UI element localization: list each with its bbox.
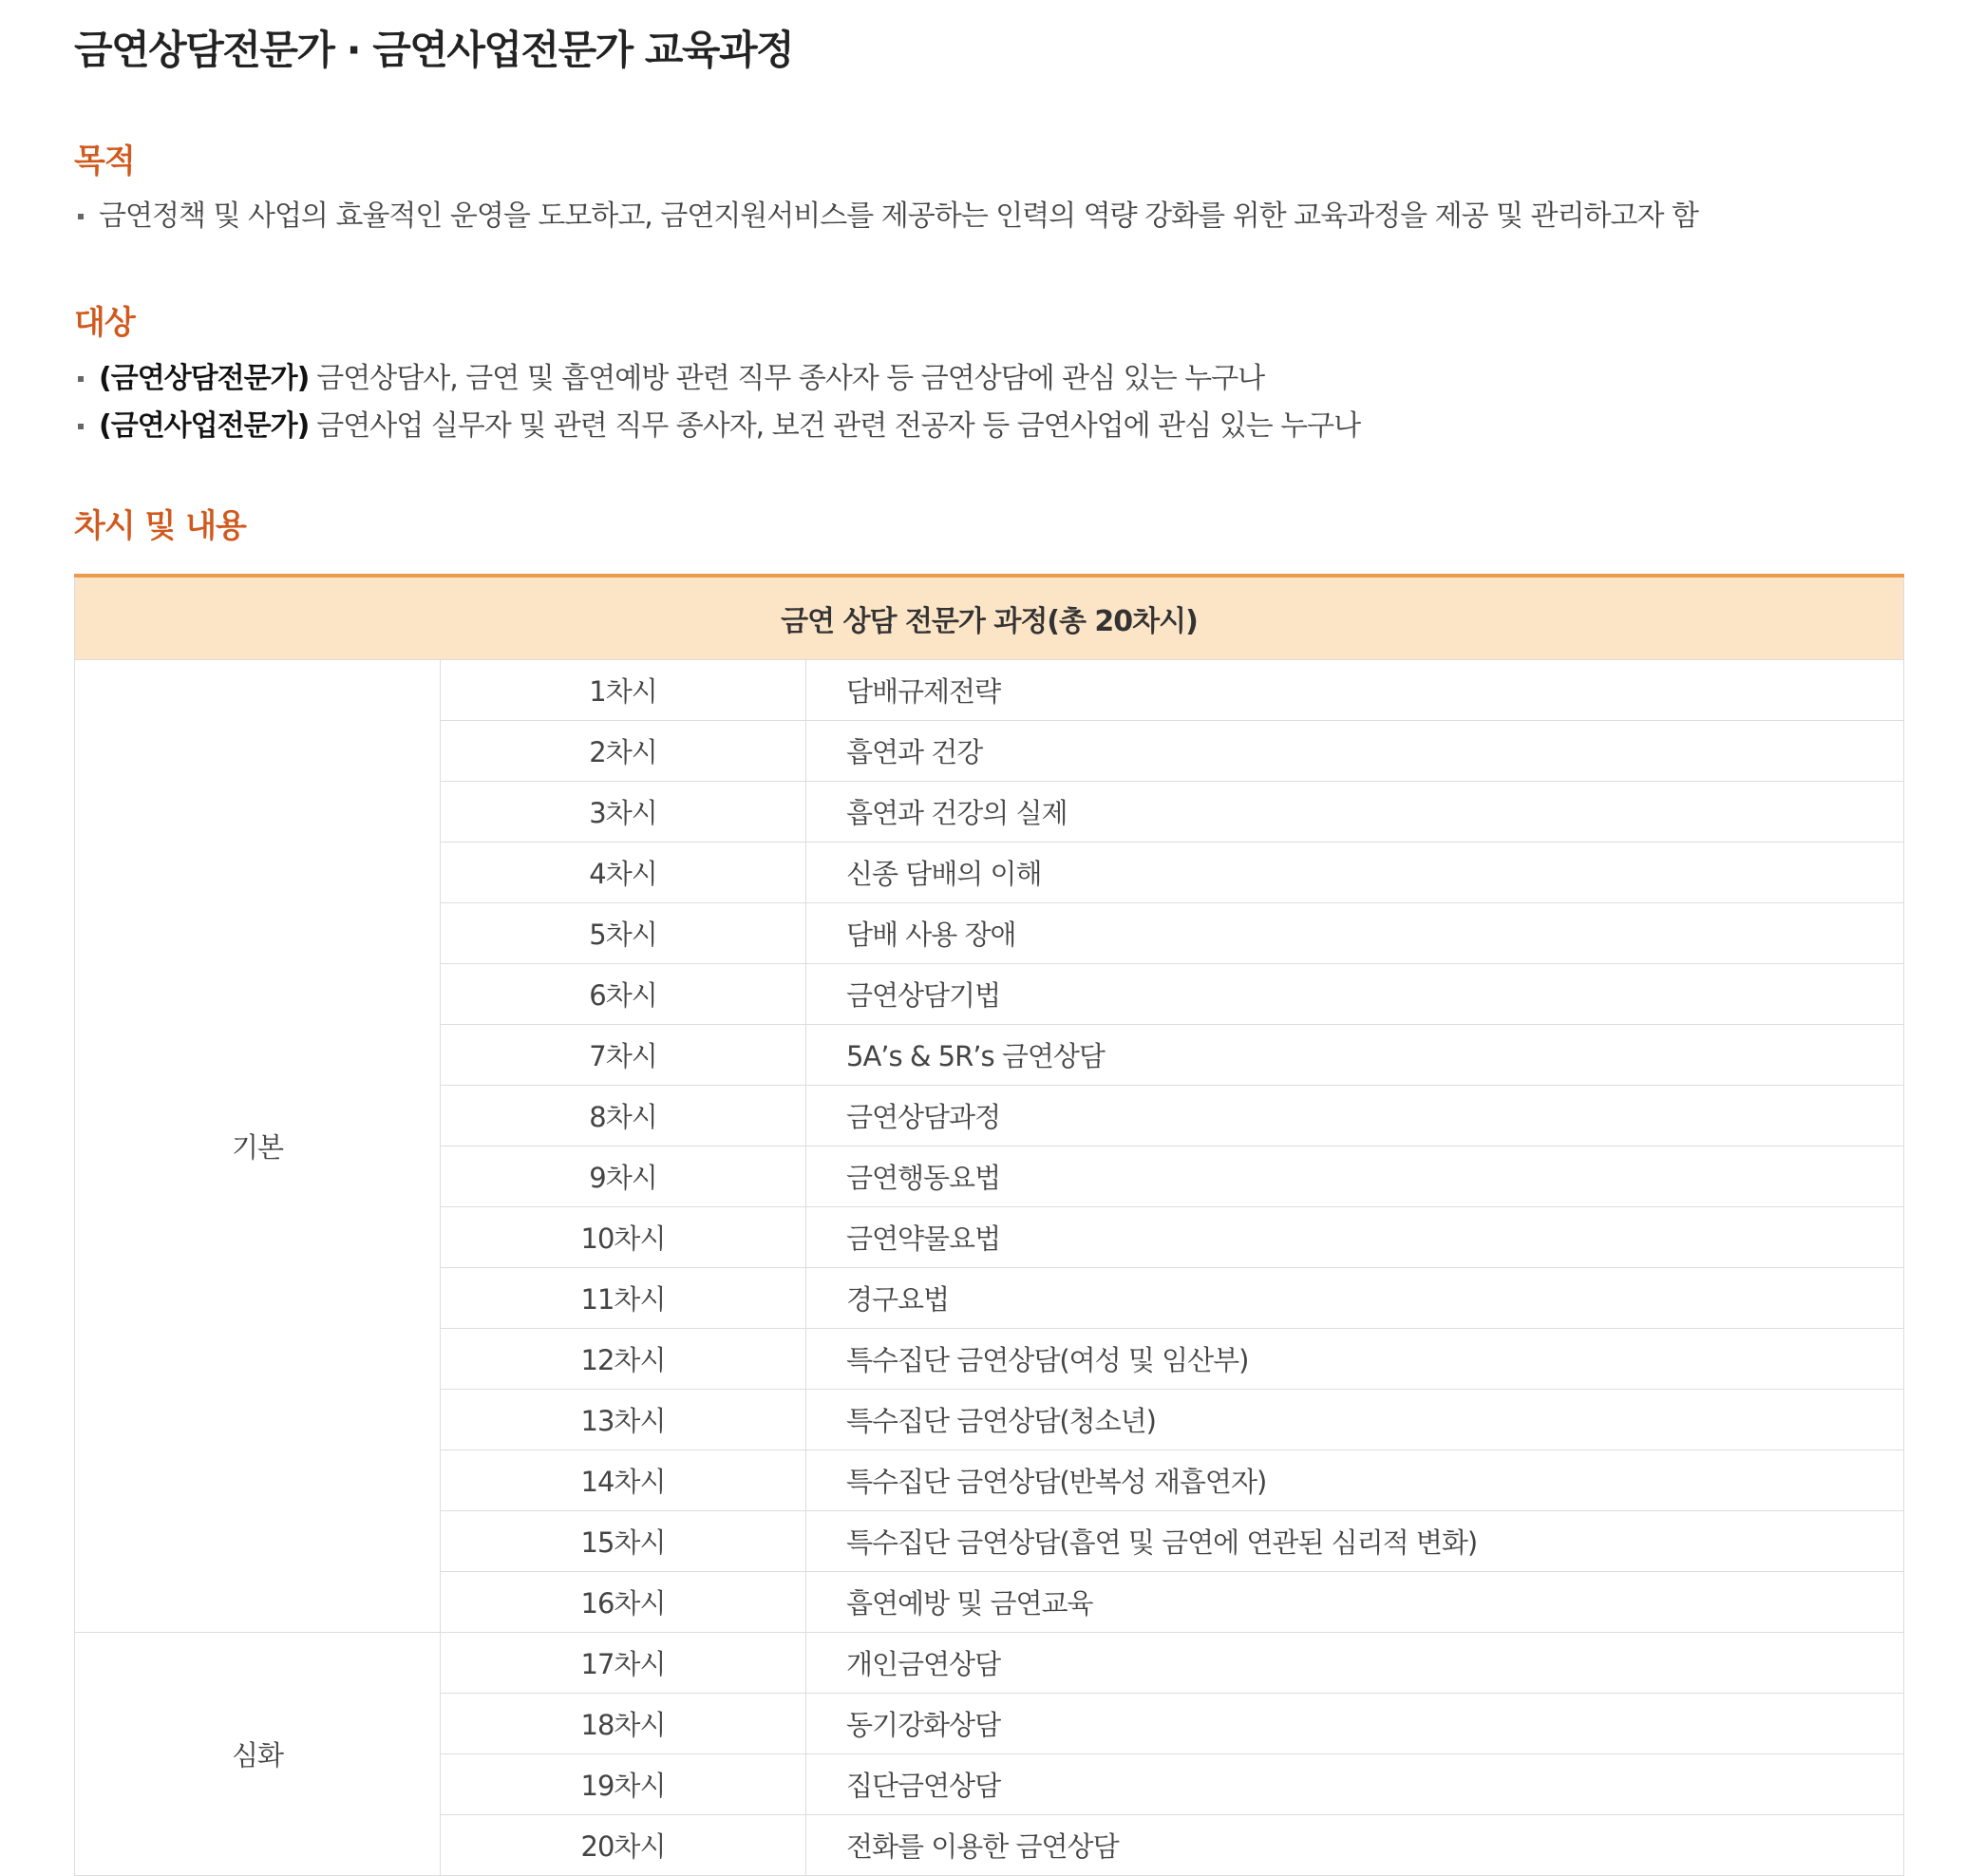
session-cell: 12차시 (441, 1329, 806, 1390)
purpose-heading: 목적 (74, 142, 135, 180)
topic-cell: 개인금연상담 (806, 1633, 1904, 1694)
session-cell: 9차시 (441, 1146, 806, 1207)
session-cell: 18차시 (441, 1694, 806, 1754)
list-item (74, 194, 1892, 239)
topic-cell: 특수집단 금연상담(청소년) (806, 1390, 1904, 1450)
session-cell: 8차시 (441, 1086, 806, 1146)
topic-cell: 동기강화상담 (806, 1694, 1904, 1754)
topic-cell: 신종 담배의 이해 (806, 843, 1904, 903)
session-cell: 2차시 (441, 721, 806, 782)
bullet-icon (78, 214, 84, 219)
topic-cell: 5A’s & 5R’s 금연상담 (806, 1025, 1904, 1086)
session-cell: 4차시 (441, 843, 806, 903)
session-cell: 7차시 (441, 1025, 806, 1086)
sessions-heading: 차시 및 내용 (74, 507, 246, 545)
session-cell: 13차시 (441, 1390, 806, 1450)
purpose-text: 금연정책 및 사업의 효율적인 운영을 도모하고, 금연지원서비스를 제공하는 인력의 역량 강화를 위한 교육과정을 제공 및 관리하고자 함 (99, 199, 1699, 233)
page-title: 금연상담전문가 · 금연사업전문가 교육과정 (74, 27, 794, 73)
purpose-list (74, 194, 1892, 239)
topic-cell: 담배 사용 장애 (806, 903, 1904, 964)
target-list (74, 355, 1892, 450)
session-cell: 14차시 (441, 1450, 806, 1511)
session-cell: 6차시 (441, 964, 806, 1025)
session-cell: 5차시 (441, 903, 806, 964)
session-cell: 1차시 (441, 660, 806, 721)
table-header-row (75, 576, 1904, 660)
target-text: 금연상담사, 금연 및 흡연예방 관련 직무 종사자 등 금연상담에 관심 있는 누구나 (316, 362, 1265, 395)
topic-cell: 흡연과 건강 (806, 721, 1904, 782)
session-cell: 20차시 (441, 1815, 806, 1876)
level-cell: 기본 (75, 660, 441, 1633)
topic-cell: 흡연예방 및 금연교육 (806, 1572, 1904, 1633)
table-row (75, 1633, 1904, 1694)
table-body (75, 660, 1904, 1876)
topic-cell: 특수집단 금연상담(여성 및 임산부) (806, 1329, 1904, 1390)
topic-cell: 금연상담과정 (806, 1086, 1904, 1146)
list-item (74, 355, 1892, 403)
session-cell: 15차시 (441, 1511, 806, 1572)
curriculum-table (74, 574, 1904, 1876)
target-label: (금연상담전문가) (99, 362, 310, 395)
topic-cell: 특수집단 금연상담(반복성 재흡연자) (806, 1450, 1904, 1511)
topic-cell: 금연행동요법 (806, 1146, 1904, 1207)
topic-cell: 전화를 이용한 금연상담 (806, 1815, 1904, 1876)
topic-cell: 담배규제전략 (806, 660, 1904, 721)
session-cell: 17차시 (441, 1633, 806, 1694)
session-cell: 3차시 (441, 782, 806, 843)
session-cell: 10차시 (441, 1207, 806, 1268)
topic-cell: 경구요법 (806, 1268, 1904, 1329)
target-label: (금연사업전문가) (99, 409, 310, 443)
session-cell: 19차시 (441, 1754, 806, 1815)
topic-cell: 금연약물요법 (806, 1207, 1904, 1268)
topic-cell: 흡연과 건강의 실제 (806, 782, 1904, 843)
topic-cell: 특수집단 금연상담(흡연 및 금연에 연관된 심리적 변화) (806, 1511, 1904, 1572)
table-row (75, 660, 1904, 721)
topic-cell: 집단금연상담 (806, 1754, 1904, 1815)
bullet-icon (78, 424, 84, 429)
topic-cell: 금연상담기법 (806, 964, 1904, 1025)
target-text: 금연사업 실무자 및 관련 직무 종사자, 보건 관련 전공자 등 금연사업에 관심 있는 누구나 (316, 409, 1361, 443)
session-cell: 16차시 (441, 1572, 806, 1633)
table-header: 금연 상담 전문가 과정(총 20차시) (75, 576, 1904, 660)
level-cell: 심화 (75, 1633, 441, 1876)
target-heading: 대상 (74, 304, 135, 342)
bullet-icon (78, 376, 84, 382)
list-item (74, 403, 1892, 450)
session-cell: 11차시 (441, 1268, 806, 1329)
